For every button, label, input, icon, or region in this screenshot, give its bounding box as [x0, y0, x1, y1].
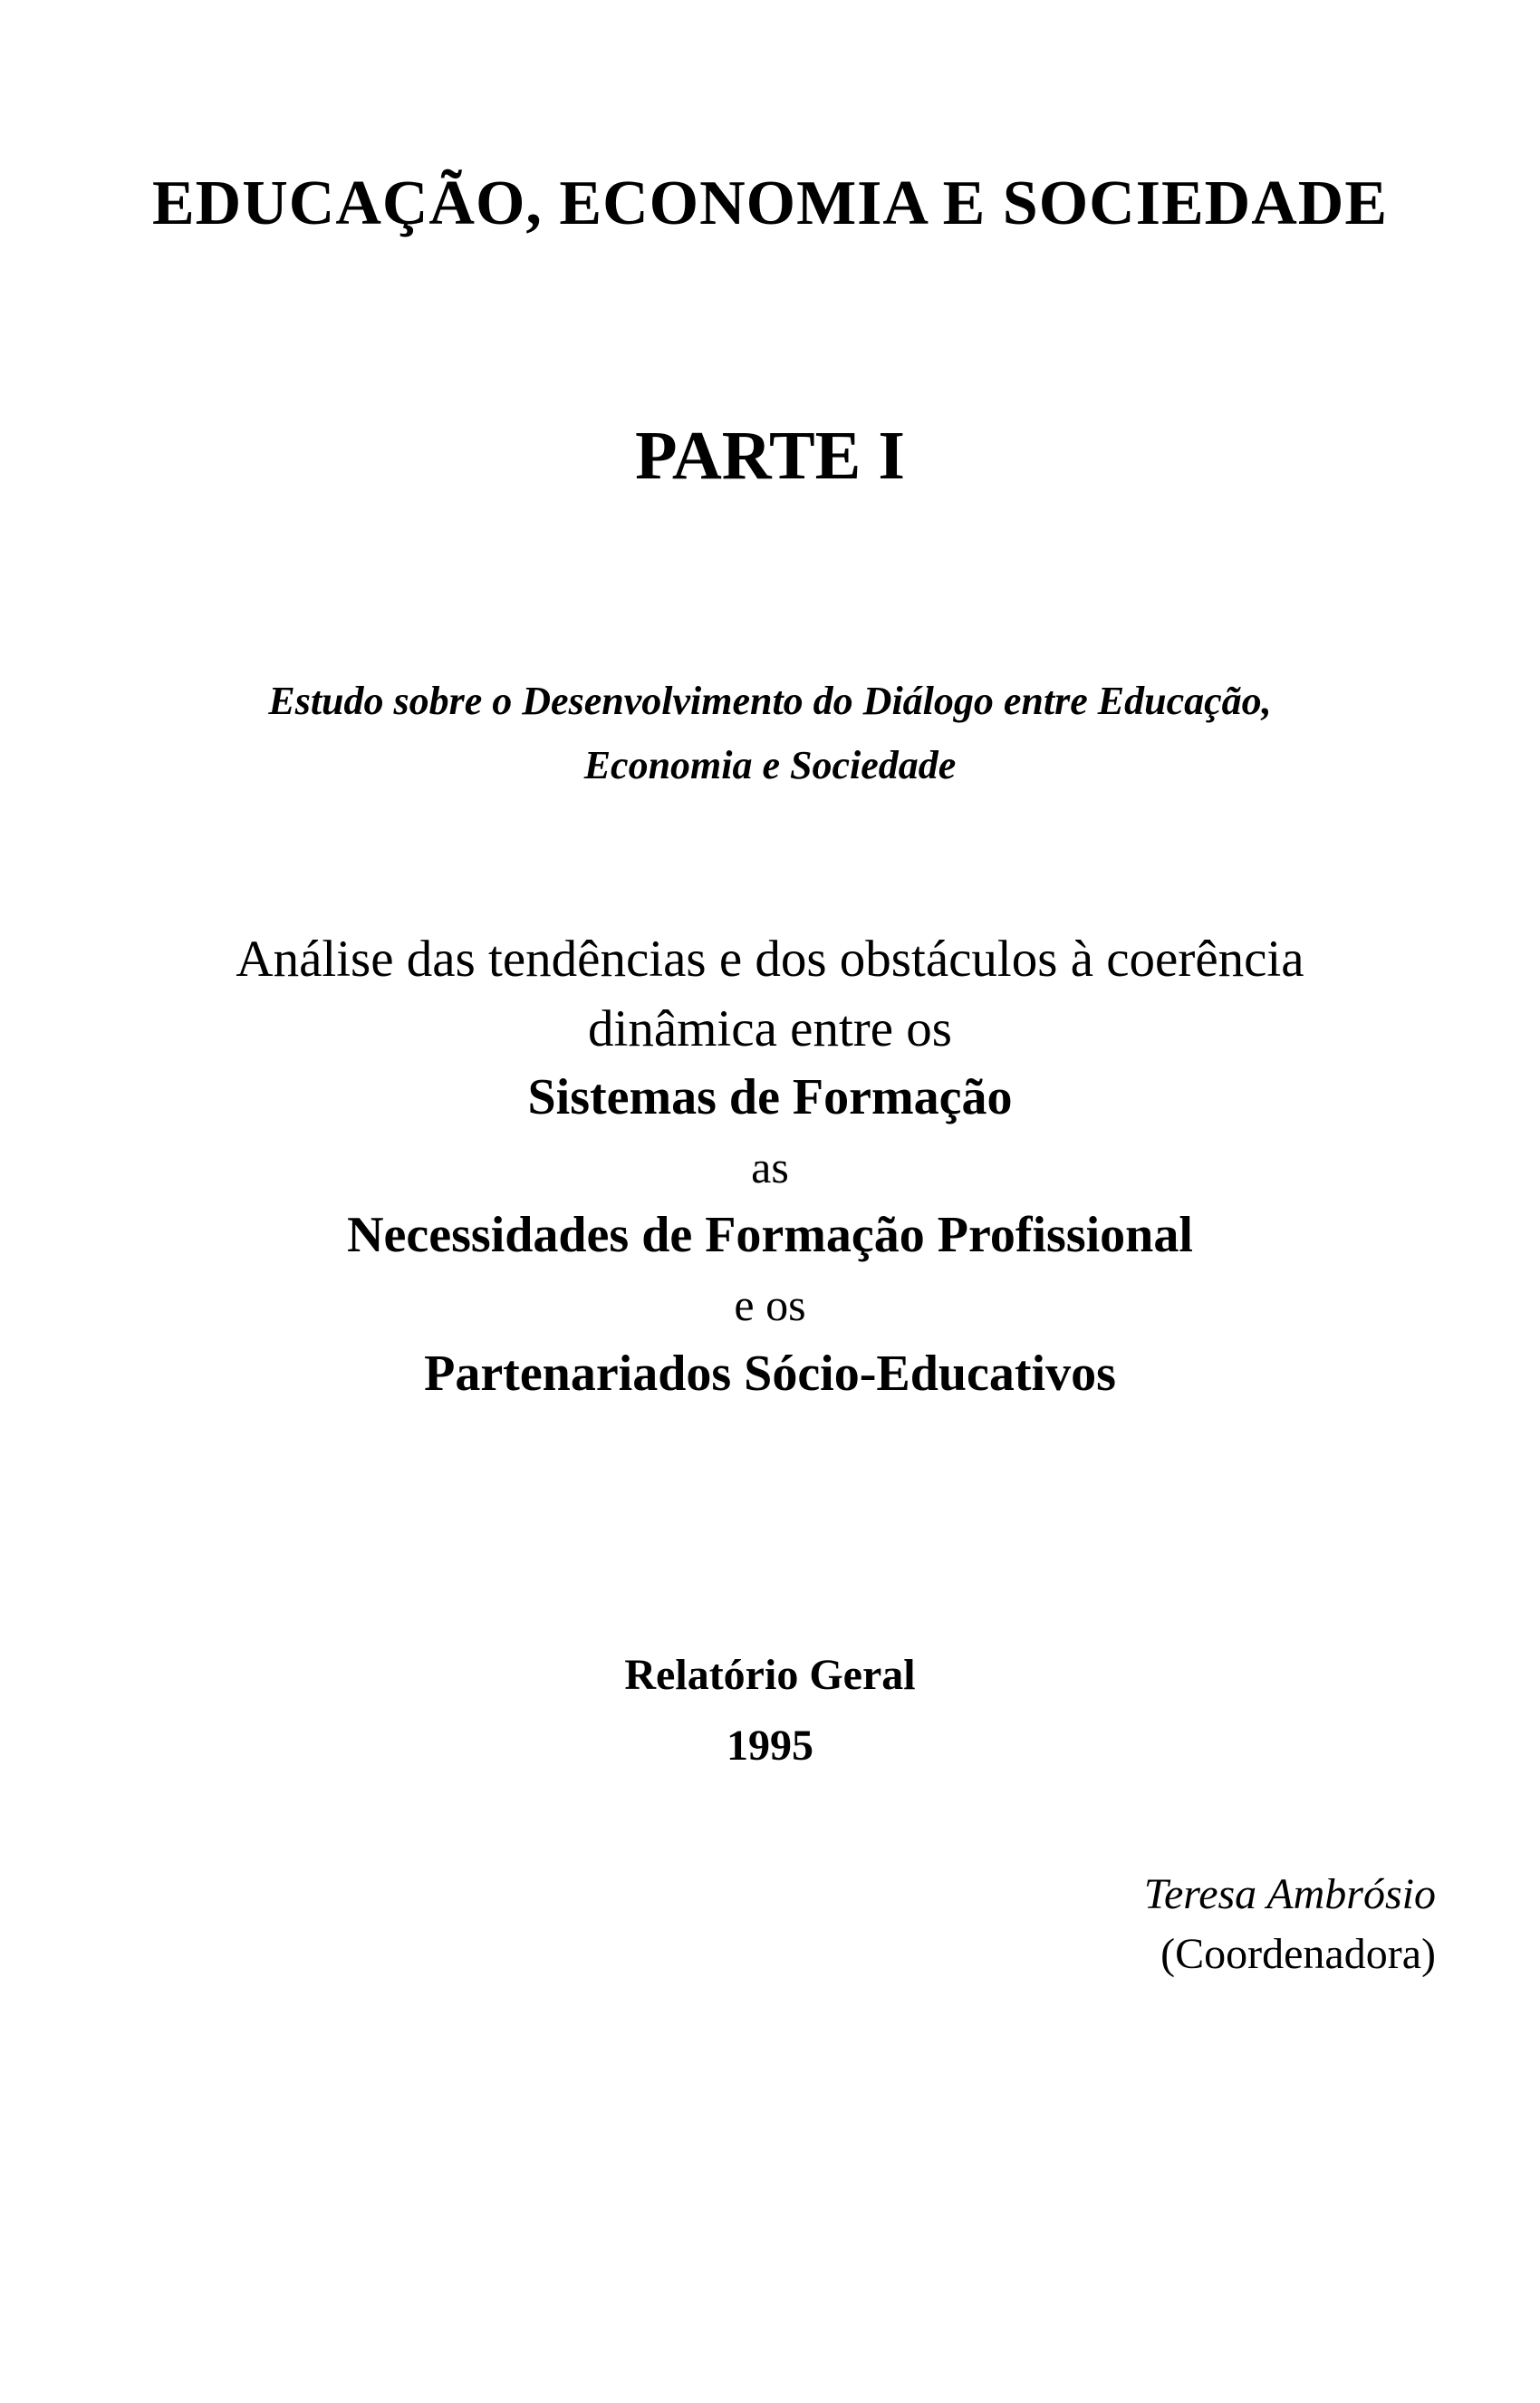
subtitle-line-2: Economia e Sociedade	[583, 743, 957, 787]
subtitle-line-1: Estudo sobre o Desenvolvimento do Diálogo entre Educação,	[268, 679, 1272, 723]
analysis-line-2: dinâmica entre os	[587, 1000, 952, 1057]
topic-professional-training-needs: Necessidades de Formação Profissional	[347, 1207, 1193, 1263]
main-title: EDUCAÇÃO, ECONOMIA E SOCIEDADE	[151, 169, 1389, 238]
author-role: (Coordenadora)	[1160, 1930, 1436, 1978]
report-title: Relatório Geral	[624, 1651, 916, 1699]
connector-and: e os	[734, 1279, 806, 1330]
report-year: 1995	[727, 1722, 813, 1770]
topic-socio-educational-partnerships: Partenariados Sócio-Educativos	[424, 1346, 1116, 1402]
connector-as: as	[751, 1142, 789, 1192]
analysis-line-1: Análise das tendências e dos obstáculos à coerência	[236, 931, 1304, 988]
author-name: Teresa Ambrósio	[1143, 1870, 1436, 1918]
topic-training-systems: Sistemas de Formação	[527, 1069, 1013, 1125]
part-title: PARTE I	[635, 418, 905, 494]
